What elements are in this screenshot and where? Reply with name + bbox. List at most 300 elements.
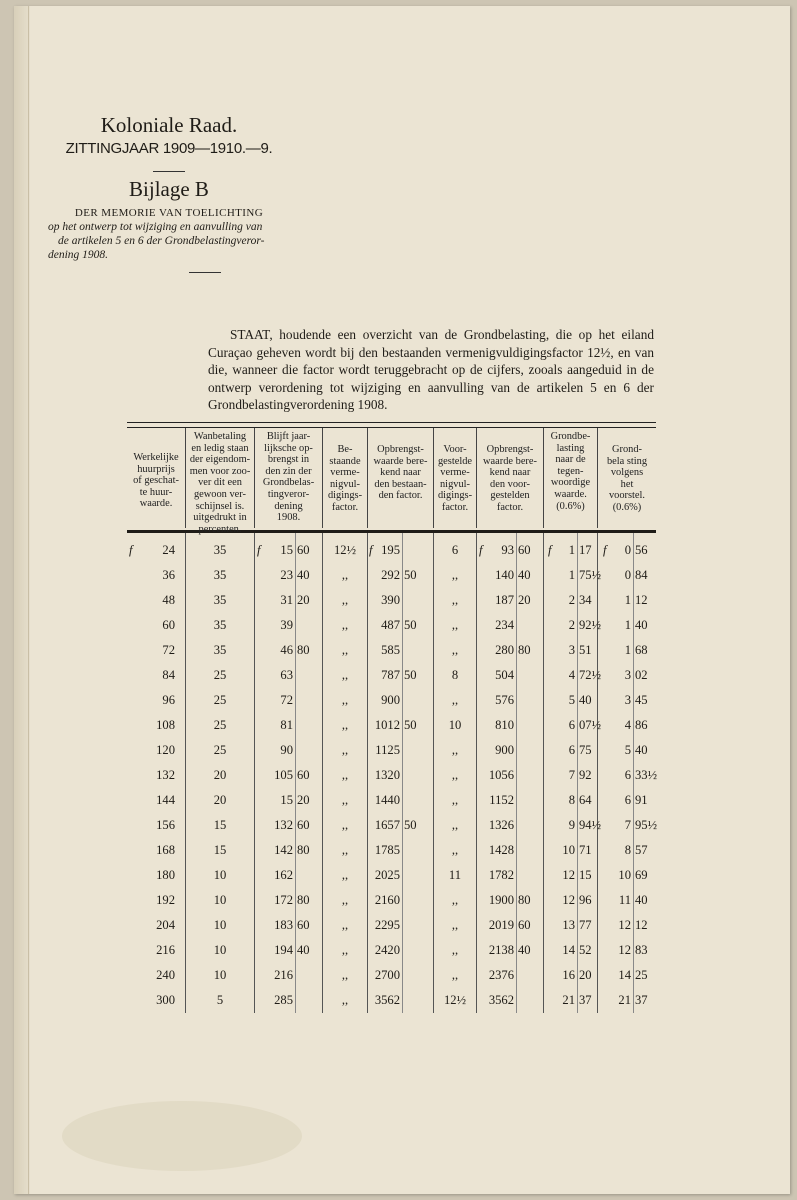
column-header-line: kend naar: [380, 467, 421, 479]
cell-gv-dec: 95½: [635, 818, 658, 832]
cell-vw-int: 1152: [489, 793, 514, 807]
cell-huur: 24: [162, 543, 175, 557]
table-row: [127, 893, 656, 911]
cell-gb-int: 4: [568, 668, 575, 682]
cell-gv-int: 21: [618, 993, 631, 1007]
cell-vfactor: ,,: [451, 768, 459, 782]
cell-gv-int: 10: [618, 868, 631, 882]
cell-factor: ,,: [341, 768, 349, 782]
cell-huur: 48: [162, 593, 175, 607]
cell-gv-dec: 25: [635, 968, 648, 982]
cell-factor: ,,: [341, 593, 349, 607]
cell-gb-int: 2: [568, 593, 575, 607]
cell-gb-dec: 52: [579, 943, 592, 957]
cell-gb-int: 7: [568, 768, 575, 782]
cell-huur: 216: [156, 943, 175, 957]
cell-gb-int: 1: [568, 543, 575, 557]
table-row: [127, 668, 656, 686]
cell-bw-int: 900: [381, 693, 400, 707]
cell-gb-int: 6: [568, 718, 575, 732]
cell-vfactor: ,,: [451, 918, 459, 932]
cell-opb-dec: 20: [297, 593, 310, 607]
cell-gb-dec: 94½: [579, 818, 602, 832]
cell-gb-dec: 71: [579, 843, 592, 857]
cell-gb-int: 3: [568, 643, 575, 657]
cell-gb-int: 14: [562, 943, 575, 957]
cell-pct: 35: [213, 618, 227, 632]
table-row: [127, 568, 656, 586]
cell-opb-dec: 20: [297, 793, 310, 807]
cell-vfactor: ,,: [451, 693, 459, 707]
column-header-line: factor.: [496, 501, 524, 513]
cell-gb-int: 12: [562, 868, 575, 882]
cell-vw-int: 576: [495, 693, 514, 707]
column-header-line: Opbrengst-: [486, 444, 534, 455]
cell-bw-int: 487: [381, 618, 400, 632]
cell-factor: ,,: [341, 693, 349, 707]
subtitle-line: op het ontwerp tot wijziging en aanvulling van: [48, 221, 263, 233]
cell-bw-int: 2420: [374, 943, 400, 957]
cell-gb-int: 8: [568, 793, 575, 807]
cell-opb-dec: 60: [297, 543, 310, 557]
cell-gb-int: 13: [562, 918, 575, 932]
cell-vfactor: ,,: [451, 593, 459, 607]
cell-gv-int: 0: [624, 568, 631, 582]
subtitle-line: dening 1908.: [48, 249, 109, 261]
column-header-line: of geschat-: [133, 475, 179, 487]
column-header-line: Voor-: [443, 444, 467, 455]
cell-pct: 10: [213, 893, 227, 907]
column-header-line: uitgedrukt in: [193, 512, 247, 524]
cell-gv-int: 7: [624, 818, 631, 832]
cell-huur: 108: [156, 718, 175, 732]
cell-vw-int: 234: [495, 618, 514, 632]
cell-vfactor: 11: [448, 868, 462, 882]
cell-opb-int: 216: [274, 968, 293, 982]
cell-bw-int: 3562: [374, 993, 400, 1007]
cell-gv-dec: 45: [635, 693, 648, 707]
cell-gv-dec: 40: [635, 893, 648, 907]
cell-opb-int: 162: [274, 868, 293, 882]
cell-opb-dec: 40: [297, 943, 310, 957]
cell-bw-dec: 50: [404, 818, 417, 832]
cell-vfactor: ,,: [451, 743, 459, 757]
document-header: [40, 112, 298, 273]
cell-bw-int: 585: [381, 643, 400, 657]
column-header: [433, 428, 476, 528]
cell-gv-int: 1: [624, 643, 631, 657]
cell-gb-dec: 77: [579, 918, 592, 932]
cell-bw-int: 2700: [374, 968, 400, 982]
cell-opb-dec: 60: [297, 918, 310, 932]
currency-vw-symbol: f: [479, 543, 483, 557]
cell-gv-int: 14: [618, 968, 631, 982]
column-header-line: den bestaan-: [374, 478, 427, 490]
table-row: [127, 643, 656, 661]
cell-gb-int: 21: [562, 993, 575, 1007]
cell-vfactor: ,,: [451, 818, 459, 832]
table-row: [127, 618, 656, 636]
cell-vfactor: ,,: [451, 893, 459, 907]
appendix-title: Bijlage B: [129, 177, 209, 201]
cell-factor: ,,: [341, 968, 349, 982]
cell-opb-int: 172: [274, 893, 293, 907]
column-header: [543, 428, 597, 528]
cell-vfactor: ,,: [451, 968, 459, 982]
cell-pct: 25: [213, 693, 227, 707]
cell-opb-dec: 80: [297, 843, 310, 857]
column-header-line: bela sting: [606, 455, 648, 467]
column-header-line: 1908.: [276, 512, 301, 524]
tax-table: [127, 422, 656, 1013]
cell-vfactor: ,,: [451, 568, 459, 582]
cell-vfactor: 8: [451, 668, 459, 682]
cell-gb-dec: 15: [579, 868, 592, 882]
column-header-line: digings-: [327, 490, 363, 502]
column-header-line: den voor-: [490, 478, 530, 490]
table-row: [127, 768, 656, 786]
cell-huur: 156: [156, 818, 175, 832]
cell-gv-dec: 68: [635, 643, 648, 657]
column-header-line: te huur-: [139, 486, 173, 498]
cell-vw-int: 900: [495, 743, 514, 757]
cell-factor: ,,: [341, 618, 349, 632]
cell-gb-int: 1: [568, 568, 575, 582]
column-header-line: brengst in: [267, 454, 310, 466]
cell-gb-int: 12: [562, 893, 575, 907]
cell-huur: 240: [156, 968, 175, 982]
table-row: [127, 943, 656, 961]
cell-factor: ,,: [341, 943, 349, 957]
cell-opb-int: 63: [280, 668, 293, 682]
cell-gv-int: 4: [624, 718, 631, 732]
cell-huur: 96: [162, 693, 175, 707]
cell-bw-int: 195: [381, 543, 400, 557]
cell-factor: ,,: [341, 993, 349, 1007]
cell-gb-int: 10: [562, 843, 575, 857]
cell-huur: 36: [162, 568, 175, 582]
cell-factor: ,,: [341, 868, 349, 882]
cell-gb-dec: 34: [579, 593, 592, 607]
cell-gv-dec: 91: [635, 793, 648, 807]
cell-gb-int: 9: [568, 818, 575, 832]
column-header-line: lijksche op-: [264, 442, 313, 454]
cell-huur: 132: [156, 768, 175, 782]
subtitle-line: de artikelen 5 en 6 der Grondbelastingveror-: [58, 235, 265, 247]
cell-gv-dec: 69: [635, 868, 648, 882]
cell-bw-dec: 50: [404, 718, 417, 732]
cell-vfactor: ,,: [451, 943, 459, 957]
column-header-line: den factor.: [378, 490, 423, 502]
cell-bw-int: 787: [381, 668, 400, 682]
currency-opb-symbol: f: [257, 543, 261, 557]
column-header-line: (0.6%): [612, 501, 642, 513]
column-header: [254, 428, 322, 528]
table-row: [127, 843, 656, 861]
cell-gv-dec: 02: [635, 668, 648, 682]
cell-gv-int: 11: [618, 893, 631, 907]
cell-factor: ,,: [341, 918, 349, 932]
column-header-line: Opbrengst-: [377, 444, 424, 455]
cell-pct: 5: [216, 993, 224, 1007]
cell-vw-int: 1326: [488, 818, 514, 832]
table-body: [127, 533, 656, 1013]
column-header-line: waarde.: [139, 498, 173, 510]
cell-opb-int: 15: [280, 793, 293, 807]
cell-vw-int: 2376: [488, 968, 514, 982]
cell-opb-int: 142: [274, 843, 293, 857]
column-header-line: huurprijs: [137, 463, 175, 475]
cell-opb-dec: 80: [297, 643, 310, 657]
cell-factor: ,,: [341, 793, 349, 807]
cell-vw-int: 187: [495, 593, 514, 607]
column-header-line: waarde.: [554, 488, 587, 500]
cell-huur: 60: [162, 618, 175, 632]
cell-pct: 35: [213, 568, 227, 582]
column-header-line: ver dit een: [198, 477, 242, 489]
cell-gb-dec: 75½: [579, 568, 602, 582]
cell-factor: ,,: [341, 818, 349, 832]
cell-opb-int: 23: [280, 568, 293, 582]
cell-vw-dec: 40: [518, 568, 531, 582]
cell-pct: 35: [213, 643, 227, 657]
cell-pct: 35: [213, 593, 227, 607]
column-header: [322, 428, 367, 528]
column-header-line: (0.6%): [556, 500, 585, 512]
cell-gv-int: 1: [624, 593, 631, 607]
cell-opb-dec: 80: [297, 893, 310, 907]
column-header-line: volgens: [610, 467, 644, 479]
cell-vw-int: 810: [495, 718, 514, 732]
cell-vw-int: 140: [495, 568, 514, 582]
cell-gv-int: 6: [624, 793, 631, 807]
column-header-line: Grond-: [611, 444, 642, 455]
cell-gb-int: 6: [568, 743, 575, 757]
table-row: [127, 918, 656, 936]
cell-vfactor: 10: [448, 718, 462, 732]
cell-factor: ,,: [341, 843, 349, 857]
cell-pct: 20: [213, 793, 227, 807]
table-row: [127, 693, 656, 711]
cell-vw-int: 504: [495, 668, 514, 682]
cell-gv-int: 6: [624, 768, 631, 782]
cell-gb-dec: 51: [579, 643, 592, 657]
cell-gv-int: 3: [624, 668, 631, 682]
session-year: ZITTINGJAAR 1909—1910.—9.: [65, 140, 273, 157]
cell-gv-dec: 12: [635, 593, 648, 607]
cell-vw-dec: 40: [518, 943, 531, 957]
cell-gb-int: 2: [568, 618, 575, 632]
table-row: [127, 868, 656, 886]
cell-pct: 10: [213, 918, 227, 932]
column-header-line: schijnsel is.: [195, 500, 245, 512]
column-header-line: gestelden: [490, 490, 530, 502]
column-header-line: verme-: [440, 467, 470, 479]
cell-vfactor: 6: [451, 543, 459, 557]
column-header-line: gestelde: [437, 455, 473, 467]
column-header: [476, 428, 543, 528]
column-header-line: en ledig staan: [191, 442, 249, 454]
cell-opb-int: 194: [274, 943, 293, 957]
column-header-line: het: [620, 478, 634, 490]
column-header-line: Grondbelas-: [262, 477, 315, 489]
column-header-line: lasting: [556, 442, 585, 454]
cell-gv-int: 0: [624, 543, 631, 557]
cell-vfactor: ,,: [451, 643, 459, 657]
cell-gb-dec: 72½: [579, 668, 602, 682]
cell-gv-dec: 84: [635, 568, 648, 582]
column-header-line: nigvul-: [439, 478, 470, 490]
cell-factor: ,,: [341, 568, 349, 582]
column-header-line: Werkelijke: [133, 452, 179, 463]
cell-gb-dec: 64: [579, 793, 592, 807]
cell-opb-dec: 60: [297, 768, 310, 782]
cell-opb-int: 39: [280, 618, 293, 632]
cell-gv-dec: 40: [635, 618, 648, 632]
cell-gv-dec: 33½: [635, 768, 658, 782]
cell-gb-dec: 75: [579, 743, 592, 757]
column-header-line: factor.: [441, 501, 469, 513]
cell-gb-int: 16: [562, 968, 575, 982]
column-header-line: factor.: [331, 501, 359, 513]
cell-huur: 192: [156, 893, 175, 907]
cell-huur: 144: [156, 793, 175, 807]
cell-opb-int: 15: [280, 543, 293, 557]
cell-gv-int: 3: [624, 693, 631, 707]
table-row: [127, 968, 656, 986]
cell-huur: 300: [156, 993, 175, 1007]
cell-gv-int: 12: [618, 943, 631, 957]
cell-bw-int: 1012: [374, 718, 400, 732]
currency-huur-symbol: f: [129, 543, 133, 557]
cell-pct: 15: [213, 843, 227, 857]
table-row: [127, 993, 656, 1011]
currency-gb-symbol: f: [548, 543, 552, 557]
cell-opb-int: 81: [280, 718, 293, 732]
cell-vw-dec: 20: [518, 593, 531, 607]
cell-bw-int: 2025: [374, 868, 400, 882]
column-header-line: den zin der: [265, 465, 312, 477]
cell-gb-int: 5: [568, 693, 575, 707]
cell-vw-dec: 60: [518, 543, 531, 557]
cell-pct: 25: [213, 668, 227, 682]
cell-vw-int: 2138: [488, 943, 514, 957]
cell-bw-int: 1657: [374, 818, 400, 832]
table-row: [127, 743, 656, 761]
cell-opb-int: 90: [280, 743, 293, 757]
table-row: [127, 718, 656, 736]
cell-factor: ,,: [341, 743, 349, 757]
cell-vw-int: 1056: [488, 768, 514, 782]
table-row: [127, 818, 656, 836]
cell-gb-dec: 92: [579, 768, 592, 782]
cell-vw-int: 3562: [488, 993, 514, 1007]
cell-vw-dec: 80: [518, 643, 531, 657]
cell-vw-int: 2019: [488, 918, 514, 932]
currency-bw-symbol: f: [369, 543, 373, 557]
table-header: [127, 428, 656, 535]
column-header-line: Wanbetaling: [193, 431, 247, 442]
cell-vfactor: 12½: [443, 993, 467, 1007]
cell-gv-dec: 57: [635, 843, 648, 857]
cell-bw-int: 2160: [374, 893, 400, 907]
cell-opb-int: 31: [280, 593, 293, 607]
cell-vw-dec: 60: [518, 918, 531, 932]
cell-vw-int: 1428: [488, 843, 514, 857]
column-header-line: naar de: [555, 454, 586, 466]
cell-opb-dec: 40: [297, 568, 310, 582]
page-fold-line: [28, 6, 29, 1194]
currency-gv-symbol: f: [603, 543, 607, 557]
cell-bw-dec: 50: [404, 568, 417, 582]
cell-bw-int: 1785: [374, 843, 400, 857]
cell-pct: 25: [213, 743, 227, 757]
cell-huur: 84: [162, 668, 175, 682]
cell-bw-int: 1320: [374, 768, 400, 782]
cell-opb-int: 46: [280, 643, 293, 657]
column-header-line: Be-: [337, 444, 353, 455]
cell-vw-dec: 80: [518, 893, 531, 907]
cell-bw-int: 292: [381, 568, 400, 582]
cell-gv-int: 12: [618, 918, 631, 932]
column-header-line: voorstel.: [608, 490, 646, 502]
cell-opb-int: 105: [274, 768, 293, 782]
cell-opb-int: 183: [274, 918, 293, 932]
cell-vw-int: 1900: [488, 893, 514, 907]
column-header-line: waarde bere-: [483, 455, 537, 467]
table-row: [127, 793, 656, 811]
cell-vfactor: ,,: [451, 793, 459, 807]
cell-vw-int: 1782: [488, 868, 514, 882]
cell-huur: 204: [156, 918, 175, 932]
cell-factor: ,,: [341, 718, 349, 732]
council-title: Koloniale Raad.: [100, 113, 238, 137]
cell-opb-dec: 60: [297, 818, 310, 832]
paper-stain: [62, 1101, 302, 1171]
table-row: [127, 543, 656, 561]
column-header-line: tingveror-: [267, 488, 310, 500]
cell-pct: 15: [213, 818, 227, 832]
memorie-title: DER MEMORIE VAN TOELICHTING: [74, 207, 264, 219]
cell-gb-dec: 07½: [579, 718, 602, 732]
cell-huur: 180: [156, 868, 175, 882]
cell-factor: 12½: [333, 543, 357, 557]
column-header-line: dening: [274, 500, 303, 512]
cell-gv-int: 8: [624, 843, 631, 857]
cell-gv-dec: 56: [635, 543, 648, 557]
table-row: [127, 593, 656, 611]
column-header-line: tegen-: [557, 465, 584, 477]
column-header: [127, 428, 185, 528]
cell-pct: 35: [213, 543, 227, 557]
cell-opb-int: 132: [274, 818, 293, 832]
column-header: [367, 428, 433, 528]
cell-gv-dec: 83: [635, 943, 648, 957]
column-header-line: woordige: [550, 477, 591, 489]
cell-gv-int: 5: [624, 743, 631, 757]
cell-huur: 72: [162, 643, 175, 657]
column-header-line: waarde bere-: [373, 455, 428, 467]
cell-gv-int: 1: [624, 618, 631, 632]
cell-gb-dec: 92½: [579, 618, 602, 632]
cell-gv-dec: 12: [635, 918, 648, 932]
column-header-line: Blijft jaar-: [266, 431, 311, 442]
cell-bw-dec: 50: [404, 668, 417, 682]
cell-gv-dec: 40: [635, 743, 648, 757]
column-header-line: digings-: [437, 490, 473, 502]
cell-huur: 120: [156, 743, 175, 757]
cell-vfactor: ,,: [451, 618, 459, 632]
